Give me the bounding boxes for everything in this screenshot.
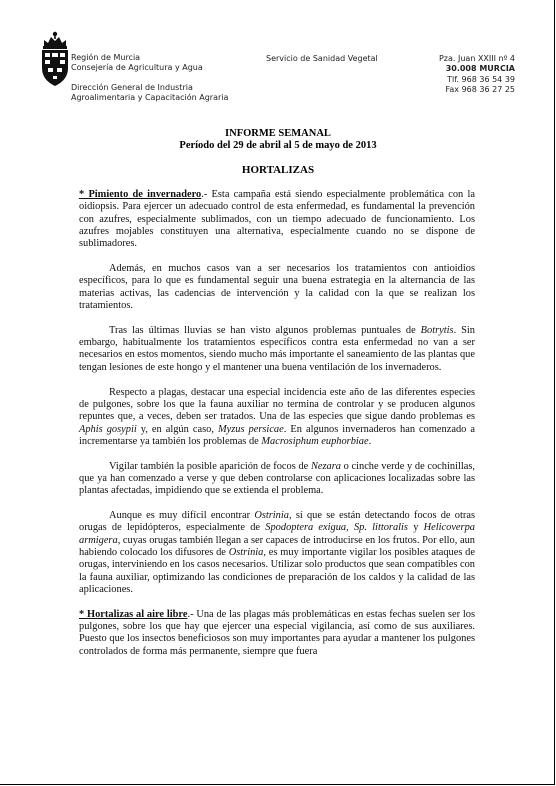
region-crest-icon xyxy=(39,30,71,90)
paragraph-text: , cuyas orugas también llegan a ser capaces de introducirse en los frutos. Por ello, aun habiendo colocado los difusores de xyxy=(79,534,475,558)
paragraph-lead: * Pimiento de invernadero xyxy=(79,189,202,200)
address-line: Pza. Juan XXIII nº 4 xyxy=(438,54,515,63)
dept-line: Dirección General de Industria xyxy=(71,82,193,92)
dept-line: Agroalimentaria y Capacitación Agraria xyxy=(71,93,229,103)
paragraph-text: , es muy importante vigilar los posibles ataques de orugas, interviniendo en los casos necesarios. Utilizar solo productos que sean compatibles con la fauna auxiliar, optimizando las condiciones de preparación de los caldos y la calidad de las aplicaciones. xyxy=(79,546,475,595)
paragraph-text: .- Esta campaña está siendo especialmente problemática con la oidiopsis. Para ejercer un adecuado control de esta enfermedad, es fundamental la prevención con azufres, especialmente sublimados, con un tiempo adecuado de funcionamiento. Los azufres mojables constituyen una alternativa, especialmente cuando no se dispone de sublimadores. xyxy=(79,189,475,250)
species-name: Nezara xyxy=(310,460,341,472)
report-period: Período del 29 de abril al 5 de mayo de 2013 xyxy=(179,140,377,151)
paragraph-text: . Sin embargo, habitualmente los tratamientos específicos contra esta enfermedad no van a ser necesarios en estos momentos, siendo mucho más importante el saneamiento de las plantas que tengan lesiones de este hongo y el mantener una buena ventilación de los invernaderos. xyxy=(79,324,475,373)
paragraph: Además, en muchos casos van a ser necesarios los tratamientos con antioidios específicos, para lo que es fundamental seguir una buena estrategia en la alternancia de las materias activas, las cadencias de intervención y la calidad con la que se realizan los tratamientos. xyxy=(79,263,475,312)
species-name: Macrosiphum euphorbiae xyxy=(261,435,369,447)
paragraph-text: .- Una de las plagas más problemáticas en estas fechas suelen ser los pulgones, sobre los que hay que ejercer una especial vigilancia, así como de sus auxiliares. Puesto que los insectos beneficiosos son muy importantes para ayudar a mantener los pulgones controlados de forma más permanente, siempre que fuera xyxy=(79,608,476,657)
paragraph-text: . xyxy=(368,435,372,447)
header-service: Servicio de Sanidad Vegetal xyxy=(266,54,378,63)
org-line: Región de Murcia xyxy=(71,53,141,62)
species-name: Spodoptera exigua, Sp. littoralis xyxy=(265,522,408,534)
paragraph-text: Aunque es muy difícil encontrar xyxy=(109,509,255,521)
address-line: 30.008 MURCIA xyxy=(445,64,515,74)
paragraph xyxy=(79,387,475,449)
paragraph-text: , sí que se están detectando focos de otras orugas de lepidópteros, especialmente de xyxy=(79,509,475,534)
paragraph-text: Tras las últimas lluvias se han visto algunos problemas puntuales de xyxy=(109,324,421,336)
header-organization xyxy=(71,53,228,104)
species-name: Helicoverpa armigera xyxy=(79,522,475,546)
section-title: HORTALIZAS xyxy=(241,164,315,176)
paragraph-text: Vigilar también la posible aparición de focos de xyxy=(109,460,311,472)
paragraph-text: y xyxy=(407,522,424,534)
paragraph xyxy=(79,461,475,498)
fax-line: Fax 968 36 27 25 xyxy=(445,85,515,95)
paragraph xyxy=(79,325,475,374)
species-name: Ostrinia xyxy=(254,509,289,521)
species-name: Ostrinia xyxy=(228,546,264,558)
phone-line: Tlf. 968 36 54 39 xyxy=(447,74,515,84)
paragraph xyxy=(79,510,475,596)
species-name: Aphis gosypii xyxy=(79,423,137,435)
report-body xyxy=(79,189,475,670)
paragraph-text: Respecto a plagas, destacar una especial incidencia este año de las diferentes especies de pulgones, sobre los que la fauna auxiliar no termina de controlar y se producen algunos repuntes que, a veces, deben ser tratados. Una de las especies que sigue dando problemas es xyxy=(79,386,475,423)
paragraph-lead: * Hortalizas al aire libre xyxy=(79,608,188,620)
paragraph xyxy=(79,189,475,251)
species-name: Botrytis xyxy=(420,324,454,336)
org-line: Consejería de Agricultura y Agua xyxy=(71,63,203,73)
paragraph xyxy=(79,609,475,658)
report-title: INFORME SEMANAL xyxy=(225,128,331,139)
paragraph-text: . En algunos invernaderos han comenzado a incrementarse ya también los problemas de xyxy=(79,423,475,447)
species-name: Myzus persicae xyxy=(217,423,284,435)
paragraph-text: o cinche verde y de cochinillas, que ya han comenzado a verse y que deben controlarse con aplicaciones localizadas sobre las plantas afectadas, impidiendo que se extienda el problema. xyxy=(79,460,475,497)
paragraph-text: y, en algún caso, xyxy=(136,423,218,435)
header-address xyxy=(439,54,515,96)
